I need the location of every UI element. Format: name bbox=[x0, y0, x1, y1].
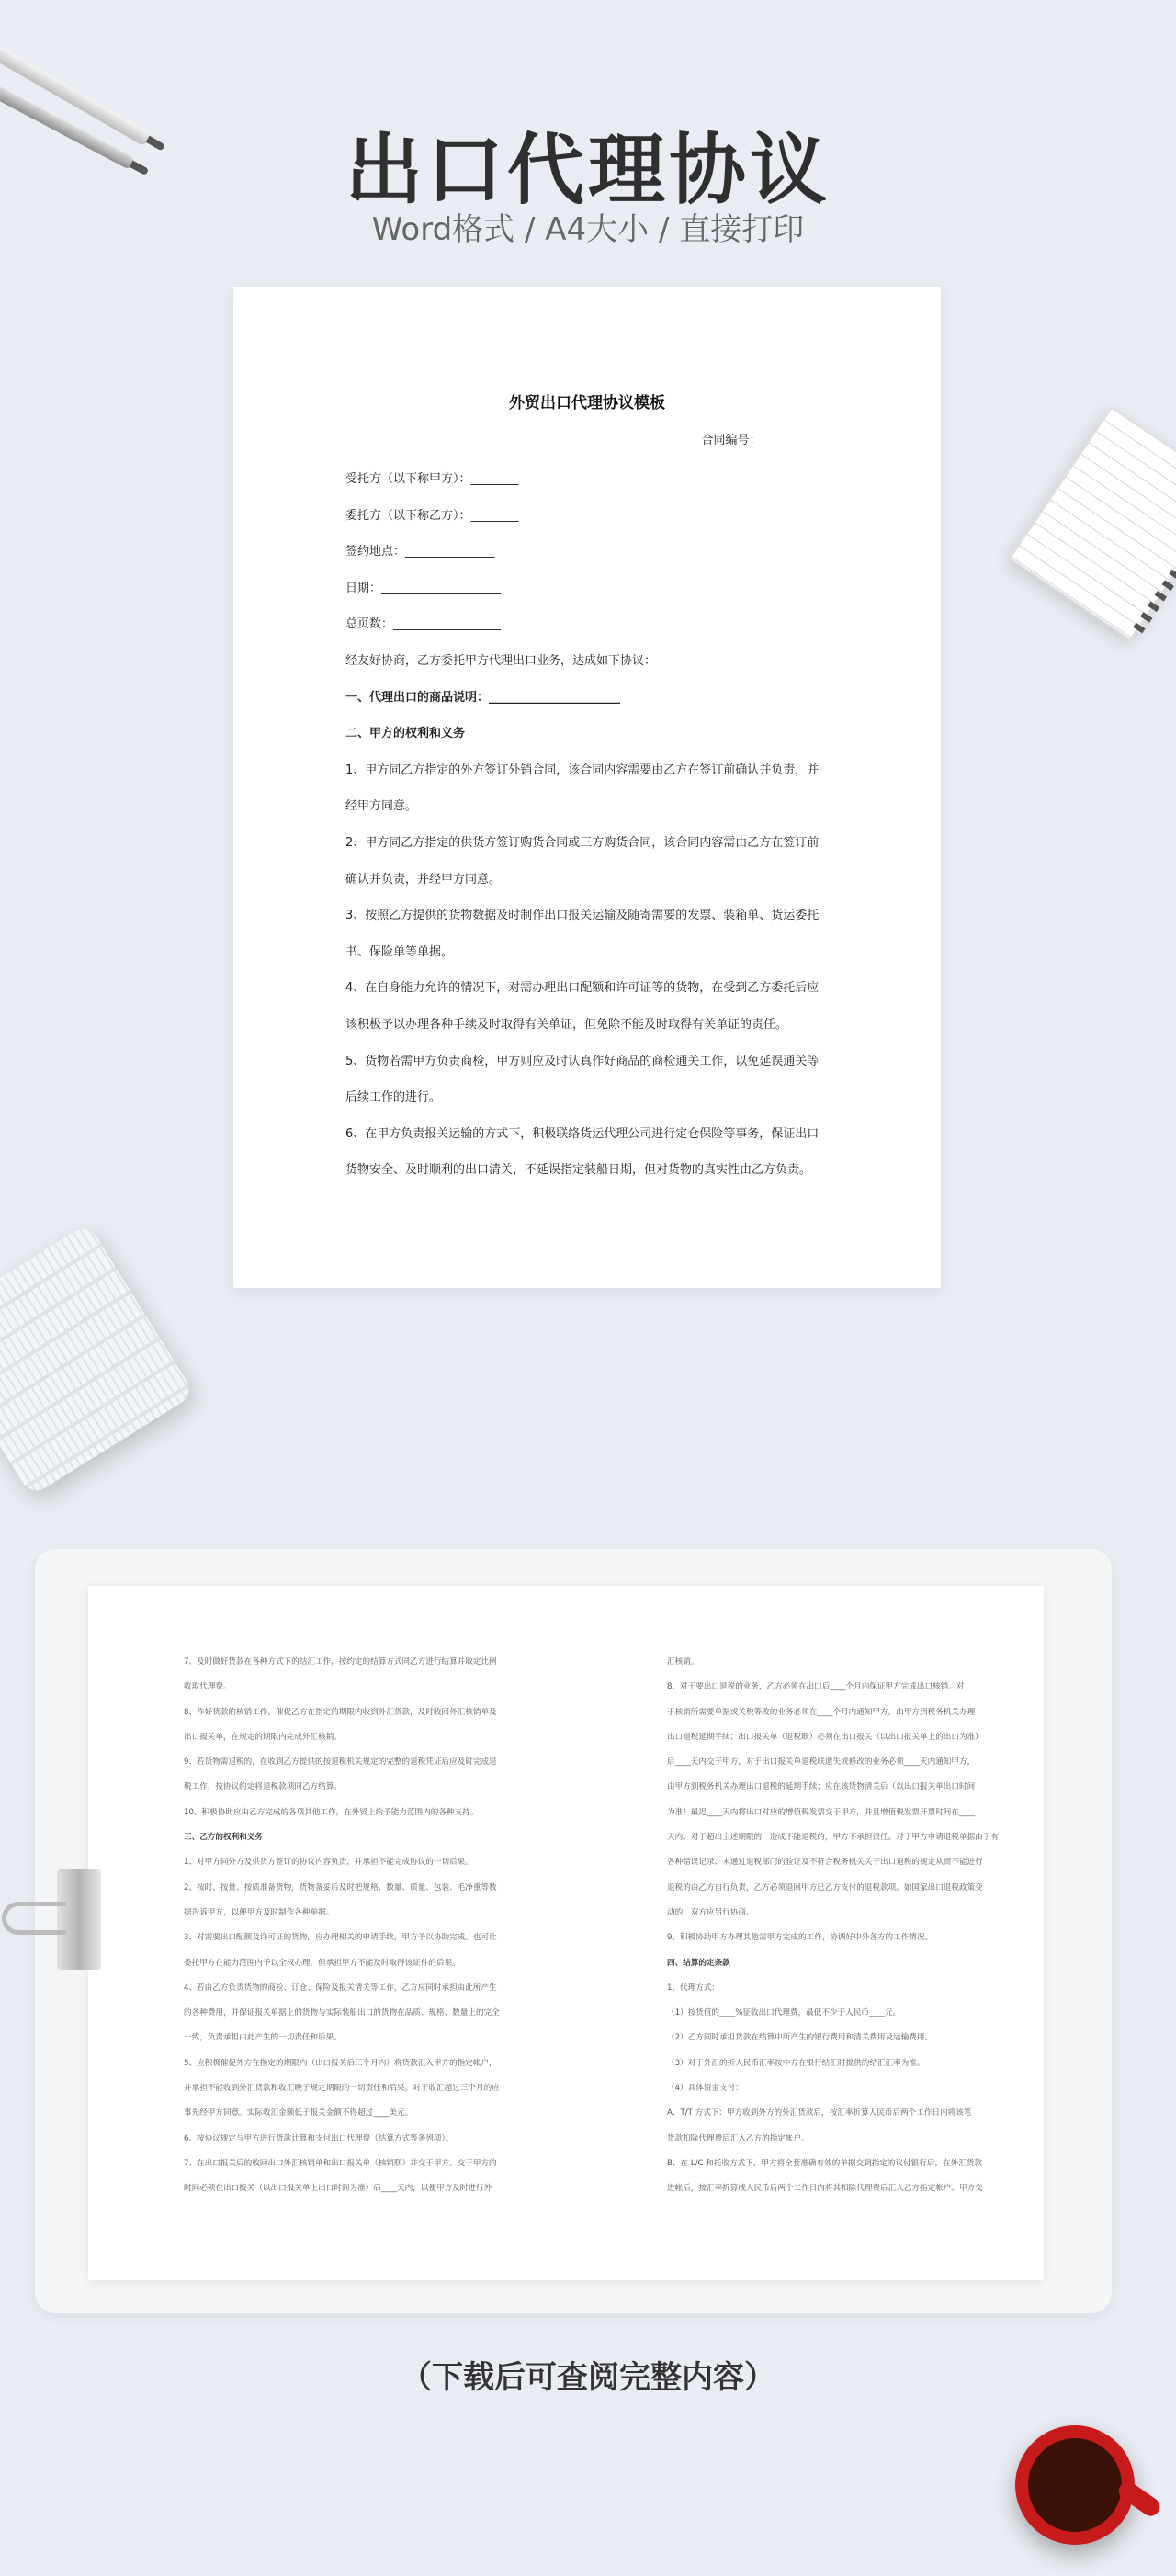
coffee-cup-decoration bbox=[1015, 2425, 1135, 2545]
page-text-line: 退税的由乙方自行负责，乙方必须退回甲方已乙方支付的退税款项。如国家出口退税政策变 bbox=[667, 1882, 983, 1892]
contract-number: 合同编号：___________ bbox=[701, 434, 827, 447]
page-text-line: 1、对甲方同外方及供货方签订的协议内容负责，并承担不能完成协议的一切后果。 bbox=[184, 1858, 473, 1868]
page-text-line: 天内。对于超出上述期限的，造成不能退税的，甲方不承担责任。对于甲方申请退税单据由于有 bbox=[667, 1833, 999, 1843]
page-text-line: 1、代理方式： bbox=[667, 1983, 720, 1993]
page-text-line: 3、对需要出口配额及许可证的货物，应办理相关的申请手续，甲方予以协助完成。也可让 bbox=[184, 1933, 497, 1943]
page-text-line: 时间必须在出口报关（以出口报关单上出口时间为准）后____天内，以便甲方及时进行外 bbox=[184, 2184, 492, 2194]
page-text-line: 8、对于要出口退税的业务，乙方必须在出口后____个月内保证甲方完成出口核销。对 bbox=[667, 1682, 965, 1692]
document-line: 6、在甲方负责报关运输的方式下，积极联络货运代理公司进行定仓保险等事务，保证出口 bbox=[345, 1126, 820, 1141]
page-text-line: 进帐后，按汇率折算成人民币后两个工作日内将其扣除代理费后汇入乙方指定帐户。甲方交 bbox=[667, 2184, 983, 2194]
document-line: 后续工作的进行。 bbox=[345, 1090, 442, 1105]
page-text-line: 4、若由乙方负责货物的商检、订仓、保险及报关清关等工作，乙方应同时承担由此所产生 bbox=[184, 1983, 497, 1993]
document-line: 1、甲方同乙方指定的外方签订外销合同，该合同内容需要由乙方在签订前确认并负责，并 bbox=[345, 763, 820, 777]
page-text-line: 三、乙方的权利和义务 bbox=[184, 1833, 263, 1843]
document-line: 日期：____________________ bbox=[345, 581, 502, 595]
document-line: 经甲方同意。 bbox=[345, 799, 418, 814]
page-text-line: 5、应积极催促外方在指定的期限内（出口报关后三个月内）将货款汇入甲方的指定帐户， bbox=[184, 2058, 497, 2068]
keyboard-decoration bbox=[0, 1223, 195, 1497]
page-text-line: 货款扣除代理费后汇入乙方的指定帐户。 bbox=[667, 2133, 809, 2143]
page-text-line: 于核销所需要单据或关税等改的业务必须在____个月内通知甲方，由甲方到税务机关办理 bbox=[667, 1707, 976, 1717]
clipboard-page bbox=[88, 1586, 1044, 2280]
page-text-line: （3）对于外汇的折人民币汇率按中方在银行结汇时提供的结汇汇率为准。 bbox=[667, 2058, 925, 2068]
hero-title: 出口代理协议 bbox=[345, 125, 831, 215]
page-text-line: 9、积极协助甲方办理其他需甲方完成的工作，协调好中外各方的工作情况。 bbox=[667, 1933, 933, 1943]
document-line: 二、甲方的权利和义务 bbox=[345, 727, 466, 741]
document-line: 5、货物若需甲方负责商检，甲方则应及时认真作好商品的商检通关工作，以免延误通关等 bbox=[345, 1054, 820, 1068]
page-text-line: 汇核销。 bbox=[667, 1657, 699, 1666]
notebook-decoration bbox=[1009, 406, 1176, 640]
document-line: 一、代理出口的商品说明：______________________ bbox=[345, 690, 621, 705]
document-line: 委托方（以下称乙方）：________ bbox=[345, 508, 519, 523]
page-text-line: 委托甲方在能力范围内予以全权办理，但承担甲方不能及时取得该证件的后果。 bbox=[184, 1958, 460, 1968]
page-text-line: 各种错误记录、未通过退税部门的验证及不符合税务机关关于出口退税的规定从而不能进行 bbox=[667, 1858, 983, 1868]
document-line: 受托方（以下称甲方）：________ bbox=[345, 472, 519, 486]
document-page bbox=[233, 287, 941, 1288]
hero-subtitle: Word格式 / A4大小 / 直接打印 bbox=[371, 211, 805, 248]
page-text-line: 四、结算的定条款 bbox=[667, 1958, 730, 1968]
page-text-line: A、T/T 方式下：甲方收到外方的外汇货款后，按汇率折算人民币后两个工作日内将该笔 bbox=[667, 2108, 972, 2118]
page-text-line: 动的，双方应另行协商。 bbox=[667, 1907, 754, 1917]
document-line: 签约地点：_______________ bbox=[345, 545, 495, 559]
document-line: 2、甲方同乙方指定的供货方签订购货合同或三方购货合同，该合同内容需由乙方在签订前 bbox=[345, 836, 820, 850]
page-text-line: 6、按协议规定与甲方进行货款计算和支付出口代理费（结算方式等条列项）。 bbox=[184, 2133, 454, 2143]
page-text-line: 9、若货物需退税的，在收到乙方提供的按退税机关规定的完整的退税凭证后应及时完成退 bbox=[184, 1757, 497, 1768]
page-text-line: （4）具体资金支付： bbox=[667, 2084, 743, 2094]
document-line: 3、按照乙方提供的货物数据及时制作出口报关运输及随寄需要的发票、装箱单、货运委托 bbox=[345, 909, 820, 923]
page-text-line: 10、积极协助应由乙方完成的各项其他工作，在外贸上给予能力范围内的各种支持。 bbox=[184, 1807, 479, 1817]
document-title: 外贸出口代理协议模板 bbox=[509, 394, 665, 412]
page-text-line: 出口报关单，在规定的期限内完成外汇核销。 bbox=[184, 1732, 342, 1742]
page-text-line: 并承担不能收到外汇货款和收汇晚于规定期限的一切责任和后果。对于收汇超过三个月的应 bbox=[184, 2084, 500, 2094]
page-text-line: 为准）最迟____天内将出口对应的增值税发票交于甲方，并且增值税发票开票时间在____ bbox=[667, 1807, 976, 1817]
page-text-line: 7、在出口报关后的收回出口外汇核销单和出口报关单（核销联）并交于甲方。交于甲方的 bbox=[184, 2158, 497, 2168]
page-text-line: 收取代理费。 bbox=[184, 1682, 232, 1692]
left-text-column bbox=[184, 1650, 533, 2202]
page-text-line: 由甲方到税务机关办理出口退税的延期手续；应在该货物清关后（以出口报关单出口时间 bbox=[667, 1782, 976, 1792]
download-note: （下载后可查阅完整内容） bbox=[401, 2359, 775, 2396]
document-line: 书、保险单等单据。 bbox=[345, 944, 454, 959]
document-line: 货物安全、及时顺利的出口清关，不延误指定装船日期，但对货物的真实性由乙方负责。 bbox=[345, 1163, 812, 1178]
document-line: 4、在自身能力允许的情况下，对需办理出口配额和许可证等的货物，在受到乙方委托后应 bbox=[345, 981, 820, 996]
document-line: 经友好协商，乙方委托甲方代理出口业务，达成如下协议： bbox=[345, 654, 657, 668]
page-text-line: 事先经甲方同意。实际收汇金额低于报关金额不得超过____美元。 bbox=[184, 2108, 413, 2118]
document-line: 该积极予以办理各种手续及时取得有关单证，但免除不能及时取得有关单证的责任。 bbox=[345, 1018, 788, 1032]
page-text-line: 税工作，按协议约定将退税款项同乙方结算。 bbox=[184, 1782, 342, 1792]
page-text-line: B、在 L/C 和托收方式下，甲方将全套准确有效的单据交到指定的议付银行后，在外汇货款 bbox=[667, 2158, 983, 2168]
page-text-line: 一致，负责承担由此产生的一切责任和后果。 bbox=[184, 2033, 342, 2043]
page-text-line: 7、及时做好货款在各种方式下的结汇工作，按约定的结算方式同乙方进行结算并取定比例 bbox=[184, 1657, 497, 1666]
binder-clip-icon bbox=[0, 1869, 110, 1970]
page-text-line: 后____天内交于甲方，对于出口报关单退税联遗失或修改的业务必须____天内通知甲方， bbox=[667, 1757, 976, 1768]
page-text-line: 2、按时、按量、按质准备货物，货物备妥后及时把规格、数量、质量、包装、毛净重等数 bbox=[184, 1882, 497, 1892]
page-text-line: 据告诉甲方，以便甲方及时制作各种单据。 bbox=[184, 1907, 334, 1917]
page-text-line: 的各种费用，并保证报关单据上的货物与实际装船出口的货物在品质、规格、数量上的完全 bbox=[184, 2008, 500, 2018]
page-text-line: （1）按货值的____%征收出口代理费，最低不少于人民币____元。 bbox=[667, 2008, 901, 2018]
document-line: 确认并负责，并经甲方同意。 bbox=[345, 872, 502, 887]
page-text-line: （2）乙方同时承担货款在结算中所产生的银行费用和清关费用及运输费用。 bbox=[667, 2033, 933, 2043]
document-line: 总页数：__________________ bbox=[345, 617, 502, 632]
right-text-column bbox=[667, 1650, 1016, 2202]
page-text-line: 8、作好货款的核销工作，催促乙方在指定的期限内收到外汇货款，及时收回外汇核销单及 bbox=[184, 1707, 497, 1717]
page-text-line: 出口退税延期手续；出口报关单（退税联）必须在出口报关（以出口报关单上的出口为准） bbox=[667, 1732, 983, 1742]
